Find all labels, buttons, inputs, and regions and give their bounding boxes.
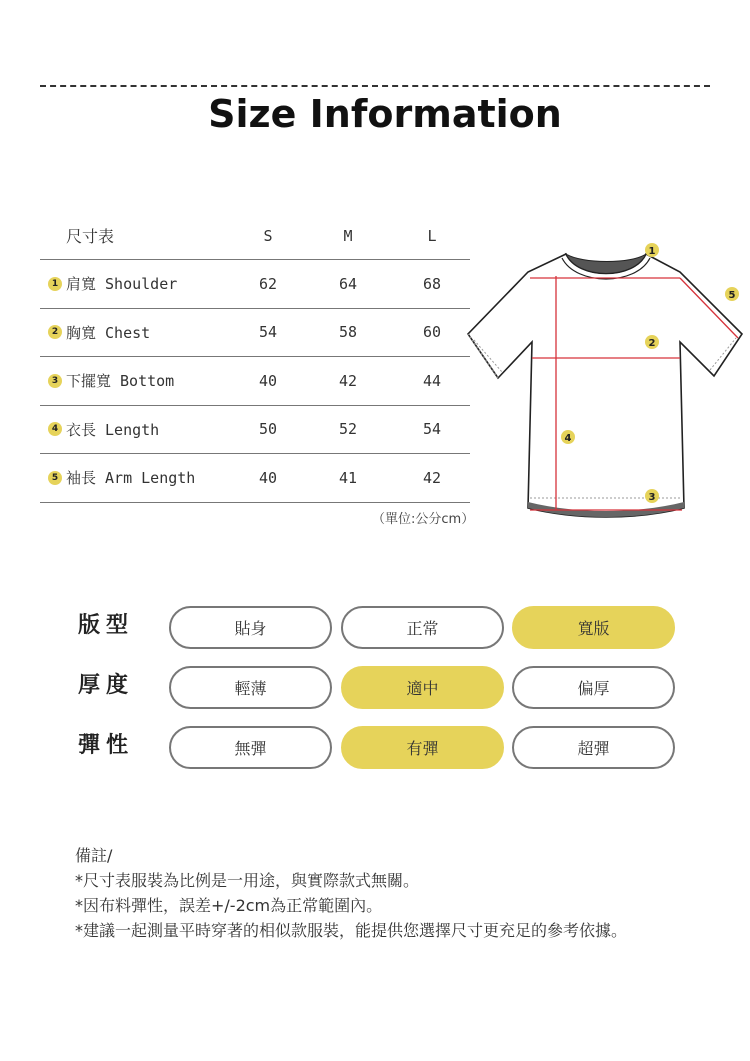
option-elasticity-super[interactable]: 超彈 — [512, 726, 675, 769]
row-label — [48, 309, 150, 357]
unit-note: （單位:公分cm） — [372, 512, 475, 527]
attribute-row-thickness — [78, 666, 698, 712]
top-dashed-divider — [40, 85, 710, 87]
marker-1 — [645, 243, 659, 257]
attribute-label: 厚度 — [78, 673, 135, 698]
row-label — [48, 260, 177, 308]
value-s: 40 — [258, 468, 278, 487]
size-table — [40, 212, 470, 503]
svg-text:5: 5 — [728, 290, 736, 301]
attribute-label: 彈性 — [78, 733, 135, 758]
value-m: 41 — [338, 468, 358, 487]
option-thickness-medium[interactable]: 適中 — [341, 666, 504, 709]
notes-section — [75, 843, 627, 943]
table-row — [40, 454, 470, 503]
value-l: 68 — [422, 274, 442, 293]
marker-2 — [645, 335, 659, 349]
option-thickness-thin[interactable]: 輕薄 — [169, 666, 332, 709]
measure-name: 下擺寬 Bottom — [66, 372, 175, 391]
row-label — [48, 454, 195, 502]
attribute-label: 版型 — [78, 613, 135, 638]
value-s: 62 — [258, 274, 278, 293]
value-l: 42 — [422, 468, 442, 487]
option-fit-slim[interactable]: 貼身 — [169, 606, 332, 649]
svg-text:2: 2 — [648, 338, 656, 349]
number-badge: 3 — [48, 374, 62, 388]
value-m: 52 — [338, 420, 358, 439]
header-s: S — [263, 226, 273, 245]
note-line: *尺寸表服裝為比例是一用途，與實際款式無關。 — [75, 871, 420, 890]
value-l: 54 — [422, 420, 442, 439]
notes-heading: 備註/ — [75, 846, 113, 865]
number-badge: 4 — [48, 422, 62, 436]
page-title: Size Information — [208, 92, 562, 136]
measure-name: 胸寬 Chest — [66, 323, 151, 342]
svg-text:4: 4 — [564, 433, 572, 444]
table-row — [40, 406, 470, 455]
note-line: *因布料彈性，誤差+/-2cm為正常範圍內。 — [75, 896, 383, 915]
size-table-header — [40, 212, 470, 260]
marker-4 — [561, 430, 575, 444]
value-l: 44 — [422, 371, 442, 390]
value-s: 54 — [258, 323, 278, 342]
table-row — [40, 260, 470, 309]
value-m: 58 — [338, 323, 358, 342]
option-thickness-thick[interactable]: 偏厚 — [512, 666, 675, 709]
value-m: 42 — [338, 371, 358, 390]
marker-5 — [725, 287, 739, 301]
tshirt-outline — [468, 254, 742, 517]
note-line: *建議一起測量平時穿著的相似款服裝，能提供您選擇尺寸更充足的參考依據。 — [75, 921, 628, 940]
row-label — [48, 357, 174, 405]
value-s: 40 — [258, 371, 278, 390]
value-m: 64 — [338, 274, 358, 293]
measure-name: 肩寬 Shoulder — [66, 275, 178, 294]
table-row — [40, 309, 470, 358]
option-elasticity-none[interactable]: 無彈 — [169, 726, 332, 769]
number-badge: 5 — [48, 471, 62, 485]
option-fit-regular[interactable]: 正常 — [341, 606, 504, 649]
number-badge: 1 — [48, 277, 62, 291]
measure-name: 衣長 Length — [66, 420, 160, 439]
value-s: 50 — [258, 420, 278, 439]
header-m: M — [343, 226, 353, 245]
marker-3 — [645, 489, 659, 503]
attribute-row-elasticity — [78, 726, 698, 772]
number-badge: 2 — [48, 325, 62, 339]
row-label — [48, 406, 159, 454]
option-elasticity-stretch[interactable]: 有彈 — [341, 726, 504, 769]
measure-name: 袖長 Arm Length — [66, 469, 196, 488]
header-size-chart: 尺寸表 — [66, 227, 115, 246]
header-l: L — [427, 226, 437, 245]
option-fit-loose[interactable]: 寬版 — [512, 606, 675, 649]
svg-text:3: 3 — [648, 492, 656, 503]
attribute-row-fit — [78, 606, 698, 652]
tshirt-diagram — [466, 238, 750, 528]
svg-text:1: 1 — [648, 246, 656, 257]
value-l: 60 — [422, 323, 442, 342]
table-row — [40, 357, 470, 406]
